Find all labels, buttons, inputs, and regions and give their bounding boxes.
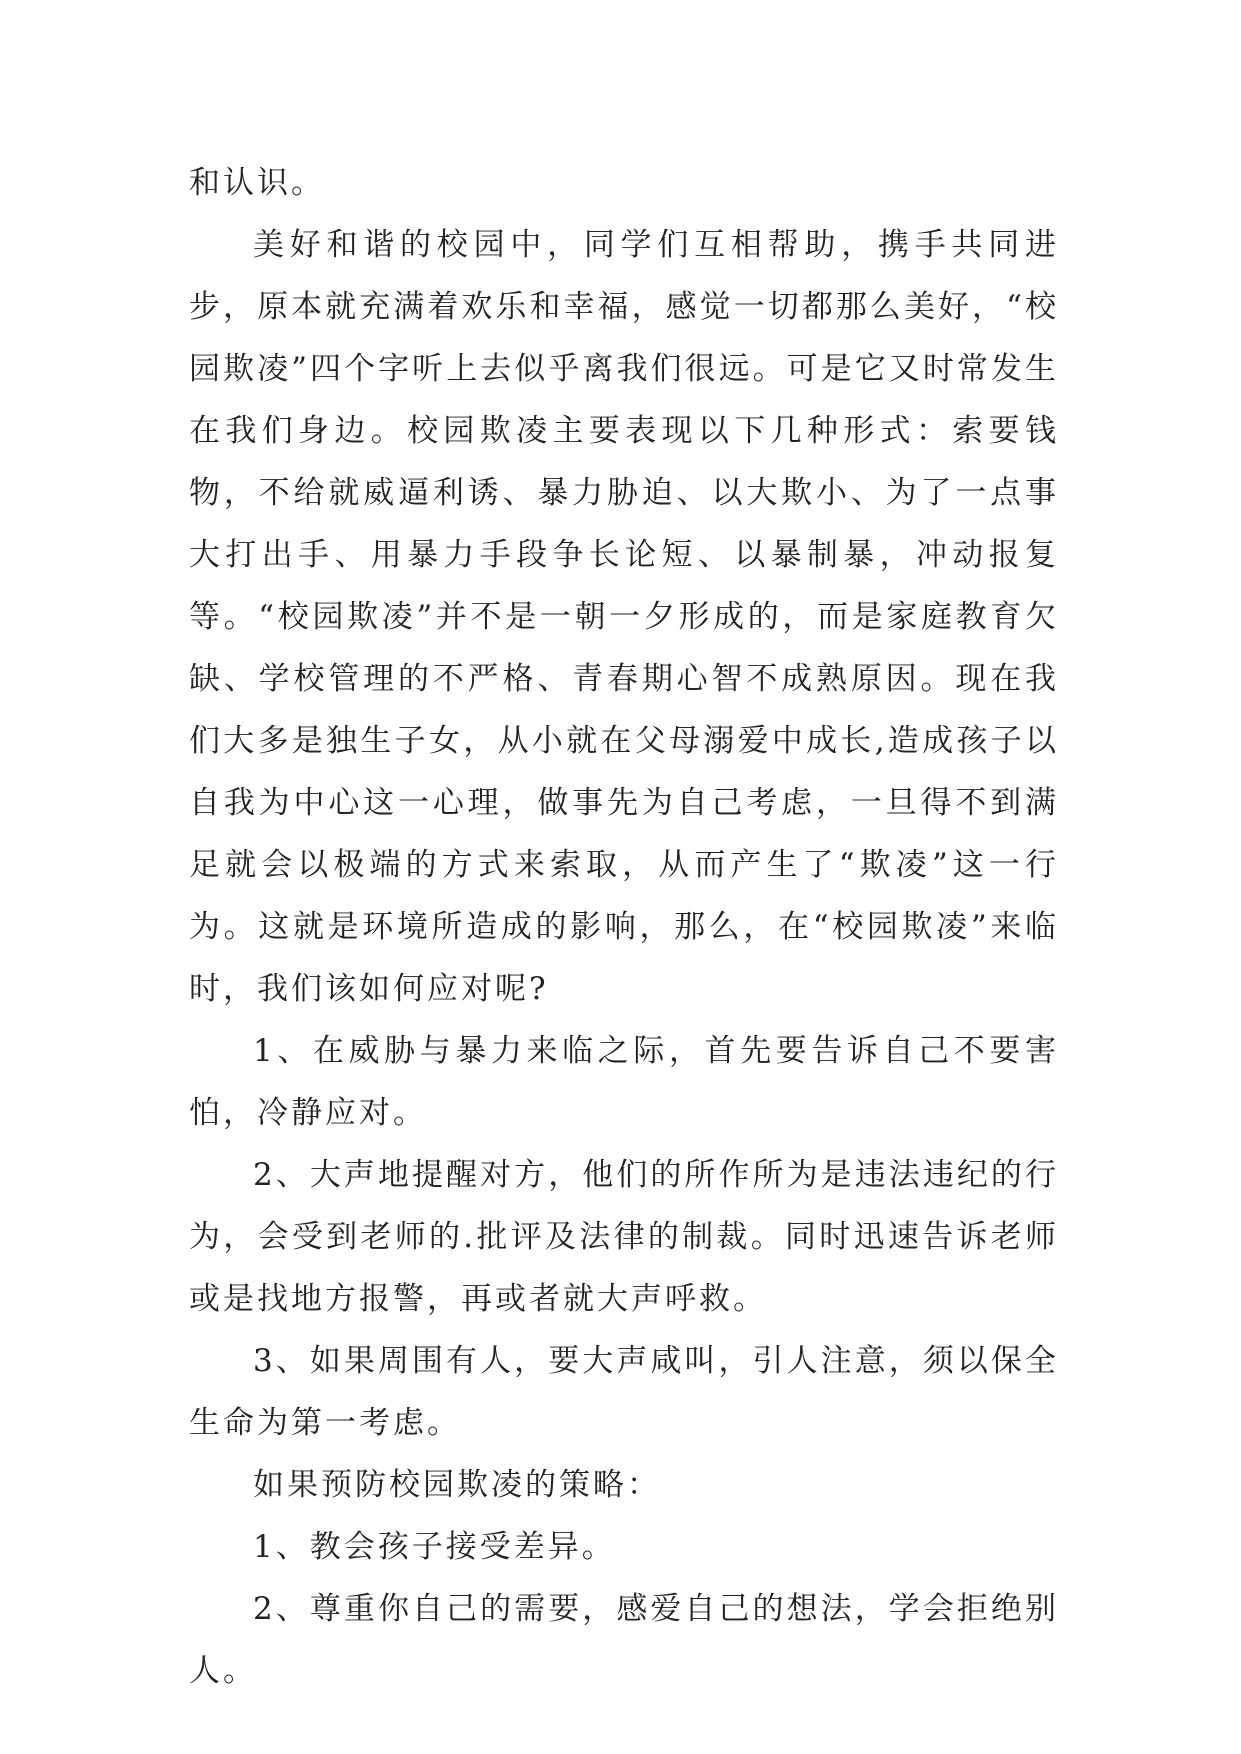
paragraph-1: 和认识。 bbox=[189, 165, 325, 201]
paragraph-5: 3、如果周围有人，要大声咸叫，引人注意，须以保全生命为第一考虑。 bbox=[189, 1343, 1059, 1441]
paragraph-4: 2、大声地提醒对方，他们的所作所为是违法违纪的行为，会受到老师的.批评及法律的制裁。同时迅速告诉老师或是找地方报警，再或者就大声呼救。 bbox=[189, 1157, 1059, 1317]
paragraph-2: 美好和谐的校园中，同学们互相帮助，携手共同进步，原本就充满着欢乐和幸福，感觉一切都那么美好，“校园欺凌”四个字听上去似乎离我们很远。可是它又时常发生在我们身边。校园欺凌主要表现以下几种形式：索要钱物，不给就威逼利诱、暴力胁迫、以大欺小、为了一点事大打出手、用暴力手段争长论短、以暴制暴，冲动报复等。“校园欺凌”并不是一朝一夕形成的，而是家庭教育欠缺、学校管理的不严格、青春期心智不成熟原因。现在我们大多是独生子女，从小就在父母溺爱中成长,造成孩子以自我为中心这一心理，做事先为自己考虑，一旦得不到满足就会以极端的方式来索取，从而产生了“欺凌”这一行为。这就是环境所造成的影响，那么，在“校园欺凌”来临时，我们该如何应对呢? bbox=[189, 227, 1059, 1007]
paragraph-8: 2、尊重你自己的需要，感爱自己的想法，学会拒绝别人。 bbox=[189, 1591, 1059, 1689]
paragraph-3: 1、在威胁与暴力来临之际，首先要告诉自己不要害怕，冷静应对。 bbox=[189, 1033, 1059, 1131]
paragraph-6: 如果预防校园欺凌的策略： bbox=[253, 1467, 661, 1503]
paragraph-7: 1、教会孩子接受差异。 bbox=[253, 1529, 616, 1565]
document-body bbox=[189, 152, 1059, 1702]
